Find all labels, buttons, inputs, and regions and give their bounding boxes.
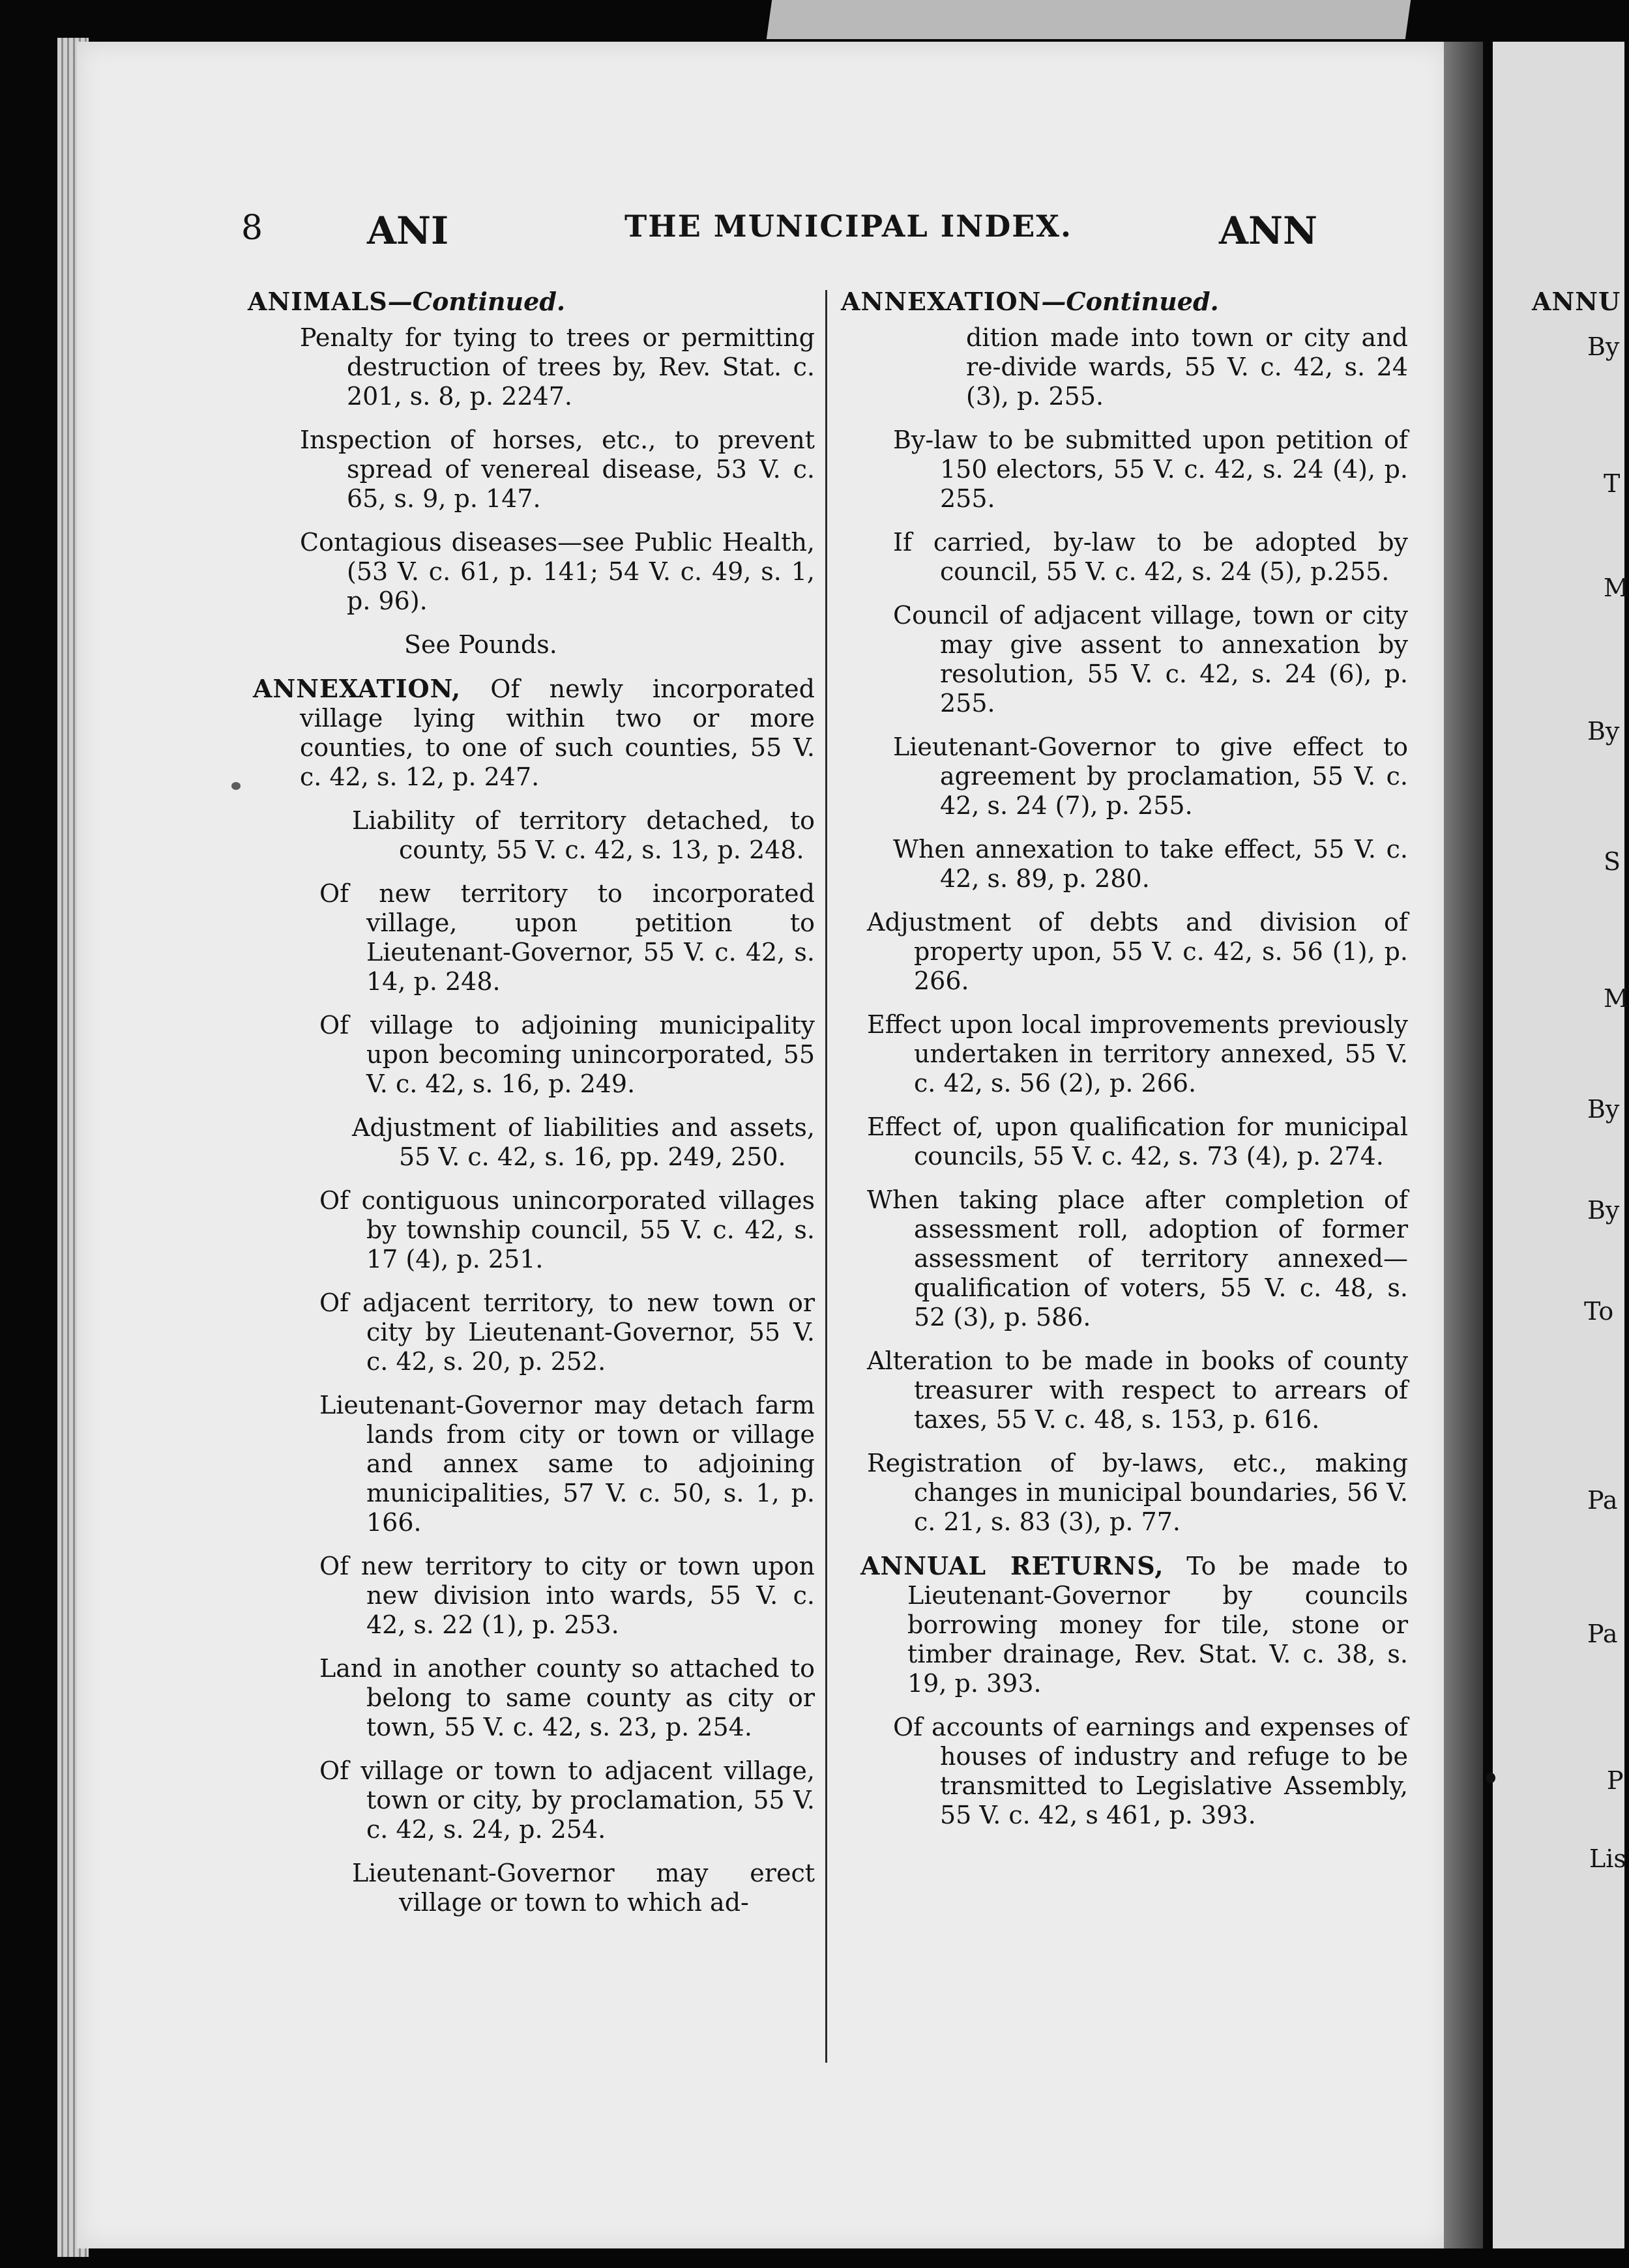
index-heading-entry [860,1551,1408,1698]
index-subentry: Liability of territory detached, to county, 55 V. c. 42, s. 13, p. 248. [352,806,815,864]
index-subentry: Registration of by-laws, etc., making changes in municipal boundaries, 56 V. c. 21, s. 83 (3), p. 77. [867,1449,1408,1536]
next-page-fragment: M [1604,574,1629,602]
page-number: 8 [241,209,263,248]
right-guide-word: ANN [1219,209,1318,253]
gutter-shadow [1444,42,1483,2248]
continued-label: —Continued. [1041,287,1219,316]
index-subentry: If carried, by-law to be adopted by council, 55 V. c. 42, s. 24 (5), p.255. [893,528,1408,586]
continued-heading [248,287,815,317]
heading-term: ANIMALS [248,287,388,316]
entry-text: Of newly incorporated village lying within two or more counties, to one of such counties, 55 V. c. 42, s. 12, p. 247. [300,675,815,791]
index-heading-entry [253,674,815,792]
index-subentry: Adjustment of liabilities and assets, 55 V. c. 42, s. 16, pp. 249, 250. [352,1113,815,1171]
left-column [248,287,815,1932]
continued-heading [841,287,1408,317]
left-guide-word: ANI [367,209,449,253]
next-page-column [1532,287,1629,1916]
index-subentry: Alteration to be made in books of county treasurer with respect to arrears of taxes, 55 V. c. 48, s. 153, p. 616. [867,1346,1408,1434]
next-page-fragment: By [1587,1196,1620,1225]
index-entry: Inspection of horses, etc., to prevent spread of venereal disease, 53 V. c. 65, s. 9, p. 147. [300,426,815,513]
next-page-fragment: P [1607,1766,1624,1795]
next-page-fragment: By [1587,332,1620,361]
index-subentry: Council of adjacent village, town or city may give assent to annexation by resolution, 55 V. c. 42, s. 24 (6), p. 255. [893,601,1408,718]
cross-reference: See Pounds. [404,630,557,659]
index-subentry: Land in another county so attached to belong to same county as city or town, 55 V. c. 42, s. 23, p. 254. [319,1654,815,1741]
index-subentry: Of adjacent territory, to new town or city by Lieutenant-Governor, 55 V. c. 42, s. 20, p. 252. [319,1288,815,1376]
running-title: THE MUNICIPAL INDEX. [624,209,1073,244]
index-subentry: Lieutenant-Governor may erect village or town to which ad- [352,1859,815,1917]
next-page-fragment: S [1604,847,1621,876]
index-entry: Contagious diseases—see Public Health, (53 V. c. 61, p. 141; 54 V. c. 49, s. 1, p. 96). [300,528,815,615]
index-subentry: Lieutenant-Governor may detach farm lands from city or town or village and annex same to adjoining municipalities, 57 V. c. 50, s. 1, p. 166. [319,1391,815,1537]
paper-speck [1486,1773,1495,1783]
next-page-fragment: Lis [1589,1844,1626,1873]
index-subentry: When annexation to take effect, 55 V. c. 42, s. 89, p. 280. [893,835,1408,893]
paper-speck [231,782,241,790]
next-page-fragment: Pa [1587,1486,1618,1515]
index-entry: Penalty for tying to trees or permitting destruction of trees by, Rev. Stat. c. 201, s. 8, p. 2247. [300,323,815,411]
next-page-fragment: By [1587,1095,1620,1124]
index-subentry: Of new territory to incorporated village, upon petition to Lieutenant-Governor, 55 V. c. 42, s. 14, p. 248. [319,879,815,996]
index-subentry: Effect of, upon qualification for municipal councils, 55 V. c. 42, s. 73 (4), p. 274. [867,1112,1408,1170]
index-subentry: By-law to be submitted upon petition of 150 electors, 55 V. c. 42, s. 24 (4), p. 255. [893,426,1408,513]
right-column [841,287,1408,1844]
column-divider [825,290,827,2063]
heading-term: ANNEXATION, [253,674,462,703]
entry-text: To be made to Lieutenant-Governor by councils borrowing money for tile, stone or timber drainage, Rev. Stat. V. c. 38, s. 19, p. 393. [907,1552,1408,1698]
heading-term: ANNUAL RETURNS, [860,1551,1164,1580]
index-subentry: Of contiguous unincorporated villages by township council, 55 V. c. 42, s. 17 (4), p. 251. [319,1186,815,1273]
continued-label: —Continued. [387,287,566,316]
background-light-strip [767,0,1411,39]
index-subentry: Effect upon local improvements previously undertaken in territory annexed, 55 V. c. 42, s. 56 (2), p. 266. [867,1010,1408,1098]
heading-term: ANNEXATION [841,287,1042,316]
next-page-heading: ANNU [1532,287,1621,316]
index-subentry: Of village to adjoining municipality upon becoming unincorporated, 55 V. c. 42, s. 16, p. 249. [319,1011,815,1098]
index-subentry: Adjustment of debts and division of property upon, 55 V. c. 42, s. 56 (1), p. 266. [867,908,1408,995]
next-page-fragment: T [1604,469,1621,498]
index-subentry: When taking place after completion of assessment roll, adoption of former assessment of territory annexed—qualification of voters, 55 V. c. 48, s. 52 (3), p. 586. [867,1185,1408,1331]
next-page-fragment: To [1584,1297,1614,1326]
index-subentry: Of accounts of earnings and expenses of houses of industry and refuge to be transmitted to Legislative Assembly, 55 V. c. 42, s 461, p. 393. [893,1713,1408,1829]
index-subentry: Of village or town to adjacent village, town or city, by proclamation, 55 V. c. 42, s. 24, p. 254. [319,1756,815,1844]
next-page-fragment: M [1604,984,1629,1013]
index-subentry: Lieutenant-Governor to give effect to agreement by proclamation, 55 V. c. 42, s. 24 (7), p. 255. [893,733,1408,820]
next-page-fragment: By [1587,717,1620,746]
index-subentry: Of new territory to city or town upon new division into wards, 55 V. c. 42, s. 22 (1), p. 253. [319,1552,815,1639]
next-page-fragment: Pa [1587,1620,1618,1648]
carryover-text: dition made into town or city and re-divide wards, 55 V. c. 42, s. 24 (3), p. 255. [966,323,1408,411]
